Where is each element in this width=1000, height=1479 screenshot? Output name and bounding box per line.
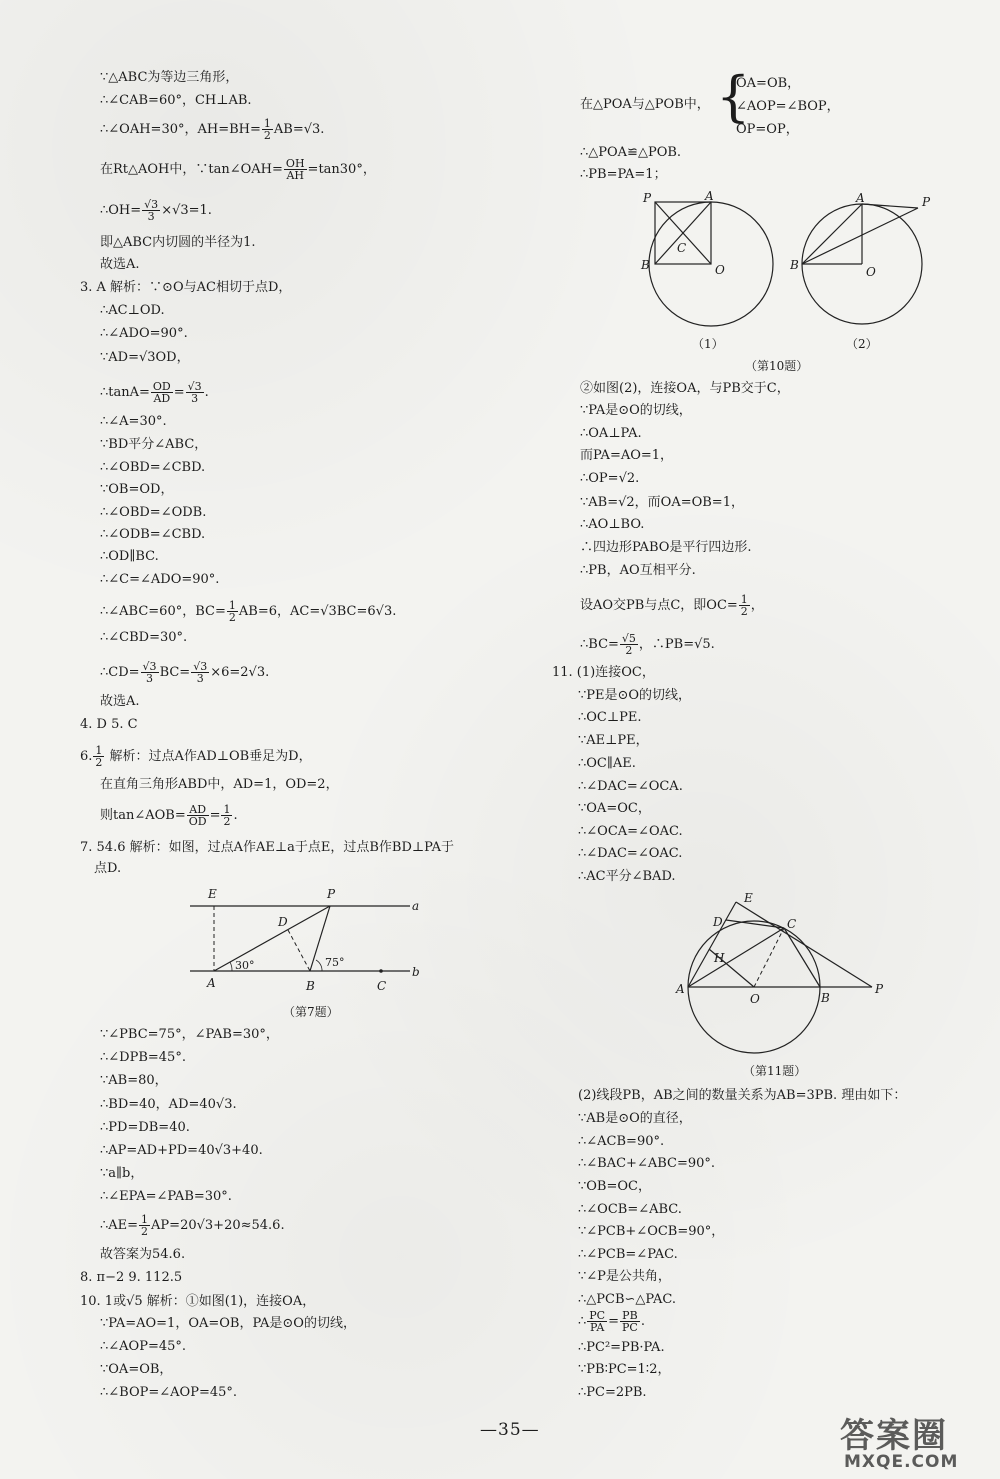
page-number: —35— bbox=[480, 1420, 540, 1440]
text-line: ∵AE⊥PE， bbox=[578, 733, 649, 748]
text-line: ∵PA=AO=1，OA=OB，PA是⊙O的切线， bbox=[100, 1316, 356, 1331]
figure-label: P bbox=[643, 191, 652, 205]
figure-label: D bbox=[713, 915, 723, 929]
figure-11 bbox=[670, 886, 900, 1061]
text-line: ∵PE是⊙O的切线， bbox=[578, 688, 692, 703]
text-line: ∴∠C=∠ADO=90°. bbox=[100, 572, 220, 587]
watermark-url: MXQE.COM bbox=[844, 1452, 959, 1472]
text-line: 而PA=AO=1， bbox=[580, 448, 674, 463]
text-line: ∵∠PCB+∠OCB=90°， bbox=[578, 1224, 725, 1239]
figure-label: a bbox=[412, 899, 420, 913]
text-line: ∴OD∥BC. bbox=[100, 549, 159, 564]
text-line: 即△ABC内切圆的半径为1. bbox=[100, 235, 256, 250]
text-line: ∴∠OCA=∠OAC. bbox=[578, 824, 683, 839]
text-line: ∵PB∶PC=1∶2， bbox=[578, 1362, 671, 1377]
figure-label: C bbox=[787, 917, 797, 931]
text-line: 故答案为54.6. bbox=[100, 1247, 186, 1262]
text-line: ∴四边形PABO是平行四边形. bbox=[580, 540, 752, 555]
text-line: ∵OA=OB， bbox=[100, 1362, 173, 1377]
ae-line: ∴AE= $\frac{1}{2}$ AP=20√3+20≈54.6. bbox=[100, 1213, 285, 1238]
figure-10-sub1: （1） bbox=[692, 337, 724, 351]
figure-11-caption: （第11题） bbox=[743, 1064, 807, 1078]
text-line: ∴BD=40，AD=40√3. bbox=[100, 1097, 237, 1112]
text-line: ∵AB=√2，而OA=OB=1， bbox=[580, 495, 744, 510]
figure-label: D bbox=[278, 915, 288, 929]
text-line: ∵∠PBC=75°，∠PAB=30°， bbox=[100, 1027, 279, 1042]
text-line: ∴△PCB∽△PAC. bbox=[578, 1292, 676, 1307]
text-line: ∴OA⊥PA. bbox=[580, 426, 642, 441]
text-line: ∴∠A=30°. bbox=[100, 414, 167, 429]
text-line: ∵PA是⊙O的切线， bbox=[580, 403, 692, 418]
condition: OP=OP， bbox=[736, 122, 799, 137]
text-line: ∴∠ACB=90°. bbox=[578, 1134, 665, 1149]
question-3: 3. A 解析：∵⊙O与AC相切于点D， bbox=[80, 280, 292, 295]
congruence-conditions bbox=[736, 75, 840, 139]
text-line: ∴∠OBD=∠ODB. bbox=[100, 505, 207, 520]
figure-label: E bbox=[208, 887, 217, 901]
text-line: ∴OP=√2. bbox=[580, 471, 640, 486]
text-line: ∴∠BAC+∠ABC=90°. bbox=[578, 1156, 716, 1171]
watermark-logo bbox=[828, 1408, 988, 1472]
figure-label: H bbox=[714, 951, 725, 965]
text-line: ∵OA=OC， bbox=[578, 801, 651, 816]
figure-label: E bbox=[744, 891, 753, 905]
bc-line: ∴BC= $\frac{√5}{2}$ ，∴PB=√5. bbox=[580, 632, 715, 657]
figure-7-caption: （第7题） bbox=[283, 1005, 339, 1019]
text-line: ∴OC∥AE. bbox=[578, 756, 636, 771]
figure-label: C bbox=[677, 241, 687, 255]
text-line: ∵OB=OD， bbox=[100, 482, 174, 497]
text-line: ∴∠EPA=∠PAB=30°. bbox=[100, 1189, 232, 1204]
figure-label: P bbox=[875, 982, 884, 996]
figure-label: A bbox=[676, 982, 685, 996]
text-line: 在直角三角形ABD中，AD=1，OD=2， bbox=[100, 777, 339, 792]
figure-10-sub2: （2） bbox=[846, 337, 878, 351]
figure-label: 75° bbox=[325, 956, 345, 969]
text-line: ∵∠P是公共角， bbox=[578, 1269, 671, 1284]
figure-label: B bbox=[790, 258, 799, 272]
figure-10-caption: （第10题） bbox=[745, 359, 809, 373]
text-line: ∴PC=2PB. bbox=[578, 1385, 647, 1400]
text-line: ∴AC平分∠BAD. bbox=[578, 869, 676, 884]
figure-7 bbox=[180, 880, 430, 1020]
figure-label: B bbox=[641, 258, 650, 272]
question-7: 7. 54.6 解析：如图，过点A作AE⊥a于点E，过点B作BD⊥PA于 bbox=[80, 840, 455, 855]
figure-label: P bbox=[922, 195, 931, 209]
text-line: ∴AP=AD+PD=40√3+40. bbox=[100, 1143, 263, 1158]
congruence-intro: 在△POA与△POB中， bbox=[580, 97, 710, 112]
text-line: ∵a∥b， bbox=[100, 1166, 144, 1181]
text-line: ∴△POA≌△POB. bbox=[580, 145, 682, 160]
text-line: ∴∠CAB=60°，CH⊥AB. bbox=[100, 93, 252, 108]
text-line: ∴∠CBD=30°. bbox=[100, 630, 188, 645]
tana-line: ∴tanA= $\frac{OD}{AD}$ = $\frac{√3}{3}$ . bbox=[100, 380, 209, 405]
text-line: ∴∠BOP=∠AOP=45°. bbox=[100, 1385, 238, 1400]
oc-line: 设AO交PB与点C，即OC= $\frac{1}{2}$ ， bbox=[580, 593, 764, 618]
figure-label: A bbox=[705, 189, 714, 203]
oh-line: ∴OH= $\frac{√3}{3}$ ×√3=1. bbox=[100, 198, 212, 223]
question-11: 11. (1)连接OC， bbox=[552, 665, 655, 680]
text-line: ∴AC⊥OD. bbox=[100, 303, 165, 318]
text-line: ∴PC²=PB·PA. bbox=[578, 1340, 665, 1355]
figure-label: A bbox=[856, 191, 865, 205]
figure-label: O bbox=[866, 265, 876, 279]
text-line: ∵△ABC为等边三角形， bbox=[100, 70, 239, 85]
figure-label: P bbox=[327, 887, 336, 901]
text-line: 故选A. bbox=[100, 257, 140, 272]
question-10: 10. 1或√5 解析：①如图(1)，连接OA， bbox=[80, 1294, 316, 1309]
text-line: ∵OB=OC， bbox=[578, 1179, 651, 1194]
figure-label: A bbox=[207, 976, 216, 990]
abc-line: ∴∠ABC=60°，BC= $\frac{1}{2}$ AB=6，AC=√3BC=6√3. bbox=[100, 599, 397, 624]
cd-line: ∴CD= $\frac{√3}{3}$ BC= $\frac{√3}{3}$ ×6=2√3. bbox=[100, 660, 270, 685]
text-line: ∴AO⊥BO. bbox=[580, 517, 645, 532]
text-line: ∴∠DPB=45°. bbox=[100, 1050, 186, 1065]
figure-label: C bbox=[377, 979, 387, 993]
text-line: ∴PB=PA=1； bbox=[580, 167, 667, 182]
text-line: ∴∠DAC=∠OAC. bbox=[578, 846, 683, 861]
figure-10-1 bbox=[635, 188, 785, 348]
text-line: ∴∠ADO=90°. bbox=[100, 326, 188, 341]
figure-label: 30° bbox=[235, 959, 255, 972]
ratio-line: ∴ $\frac{PC}{PA}$ = $\frac{PB}{PC}$ . bbox=[578, 1309, 645, 1334]
condition: OA=OB， bbox=[736, 76, 801, 91]
brace-glyph: { bbox=[716, 65, 751, 128]
condition: ∠AOP=∠BOP， bbox=[736, 99, 840, 114]
watermark-text: 答案圈 bbox=[840, 1416, 948, 1456]
text-line: 故选A. bbox=[100, 694, 140, 709]
question-6: 6. $\frac{1}{2}$ 解析：过点A作AD⊥OB垂足为D， bbox=[80, 744, 312, 769]
text-line: ∵AB=80， bbox=[100, 1073, 168, 1088]
question-4-5: 4. D 5. C bbox=[80, 717, 138, 732]
text-line: (2)线段PB，AB之间的数量关系为AB=3PB. 理由如下： bbox=[578, 1088, 907, 1103]
text-line: ∴PD=DB=40. bbox=[100, 1120, 190, 1135]
text-line: ∴∠PCB=∠PAC. bbox=[578, 1247, 678, 1262]
tan-oah-line: 在Rt△AOH中，∵tan∠OAH= $\frac{OH}{AH}$ =tan30°， bbox=[100, 157, 376, 182]
text-line: ∴∠OBD=∠CBD. bbox=[100, 460, 206, 475]
text-line: ∵AB是⊙O的直径， bbox=[578, 1111, 692, 1126]
figure-label: b bbox=[412, 965, 420, 979]
q6-tan-line: 则tan∠AOB= $\frac{AD}{OD}$ = $\frac{1}{2}$ . bbox=[100, 803, 238, 828]
text-line: ∵BD平分∠ABC， bbox=[100, 437, 208, 452]
oah-line: ∴∠OAH=30°，AH=BH= $\frac{1}{2}$ AB=√3. bbox=[100, 117, 325, 142]
text-line: ∴∠DAC=∠OCA. bbox=[578, 779, 683, 794]
text-line: 点D. bbox=[94, 861, 122, 876]
text-line: ∴OC⊥PE. bbox=[578, 710, 642, 725]
figure-label: O bbox=[750, 992, 760, 1006]
figure-label: O bbox=[715, 263, 725, 277]
figure-label: B bbox=[306, 979, 315, 993]
text-line: ∴∠AOP=45°. bbox=[100, 1339, 187, 1354]
text-line: ∴∠ODB=∠CBD. bbox=[100, 527, 206, 542]
text-line: ∴PB，AO互相平分. bbox=[580, 563, 696, 578]
question-8-9: 8. π−2 9. 112.5 bbox=[80, 1270, 183, 1285]
figure-10-2 bbox=[790, 188, 950, 348]
text-line: ∴∠OCB=∠ABC. bbox=[578, 1202, 682, 1217]
text-line: ②如图(2)，连接OA，与PB交于C， bbox=[580, 381, 790, 396]
text-line: ∵AD=√3OD， bbox=[100, 350, 190, 365]
figure-label: B bbox=[821, 991, 830, 1005]
